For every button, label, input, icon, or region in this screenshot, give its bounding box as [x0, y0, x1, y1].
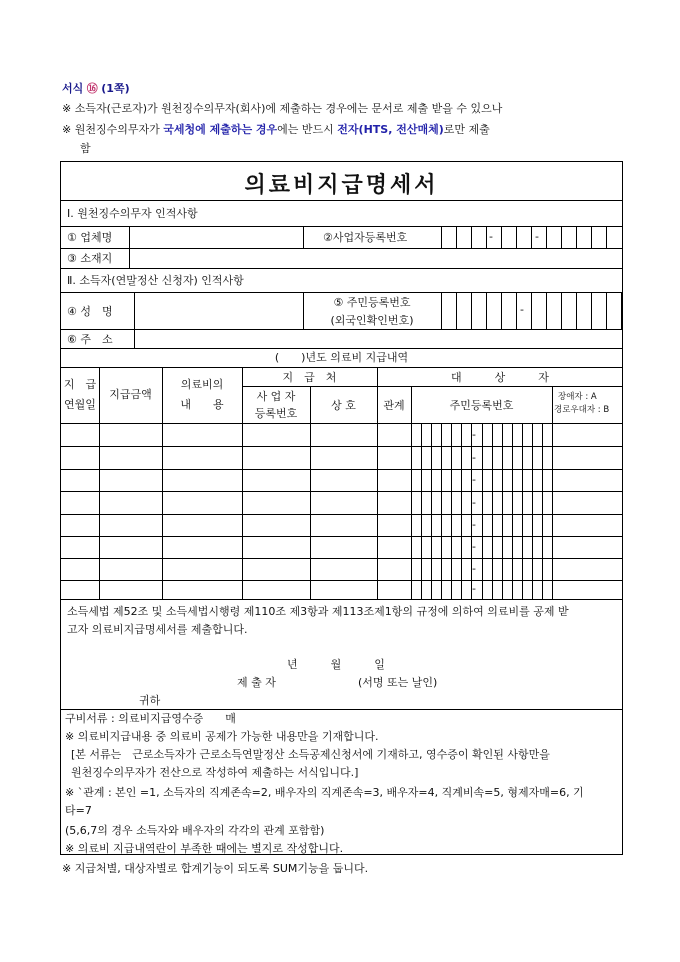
- header-note-2c: 에는 반드시: [277, 123, 334, 136]
- header-note-2d: 전자(HTS, 전산매체): [337, 123, 444, 136]
- rrn-label-2: (외국인확인번호): [330, 314, 414, 327]
- business-no-label: ②사업자등록번호: [323, 231, 408, 244]
- date-line: 년 월 일: [287, 658, 385, 671]
- header-note-2: [62, 121, 490, 137]
- name-field[interactable]: [135, 293, 302, 328]
- section-1-heading: Ⅰ. 원천징수의무자 인적사항: [67, 207, 198, 220]
- form-title: 의료비지급명세서: [244, 172, 439, 198]
- col-content-2: 내 용: [180, 398, 224, 411]
- col-payee: 지 급 처: [282, 371, 337, 384]
- addressee-label: 귀하: [139, 694, 161, 707]
- col-payee-bizno-1: 사 업 자: [256, 390, 296, 403]
- col-disabled: 장애자 : A: [558, 392, 597, 402]
- signature-label[interactable]: (서명 또는 날인): [358, 676, 438, 689]
- submitter-label: 제 출 자: [237, 676, 276, 689]
- col-content-1: 의료비의: [180, 378, 224, 391]
- company-name-label: ① 업체명: [67, 231, 113, 244]
- year-line: ( )년도 의료비 지급내역: [274, 351, 409, 364]
- form-page: (1쪽): [101, 82, 130, 95]
- col-payee-bizno-2: 등록번호: [254, 407, 298, 420]
- statement-line-1: 소득세법 제52조 및 소득세법시행령 제110조 제3항과 제113조제1항의 규정에 의하여 의료비를 공제 받: [67, 605, 569, 618]
- form-number-line: [62, 80, 130, 96]
- col-amount: 지급금액: [109, 388, 152, 401]
- medical-expense-form: 의료비지급명세서 Ⅰ. 원천징수의무자 인적사항 ① 업체명 ②사업자등록번호 - - ③ 소재지 Ⅱ. 소득자(연말정산 신청자) 인적사항 ④ 성 명 ⑤ 주민등록번호 (외국인확인번호) - ⑥ 주 소 ( )년도 의료비 지급내역 지 급 연월일 지급금액 의료비의 내 용 지 급 처 사 업 자 등록번호 상 호 대 상 자 관계 주민등록번호 장애자 : A 경로우대자 : B - - - - - - - - 소득세법 제52조 및 소득세법시행령 제110조 제3항과 제113조제1항의 규정에 의하여 의료비를 공제 받 고자 의료비지급명세서를 제출합니다. 년 월 일 제 출 자 (서명 또는 날인) 귀하 구비서류 : 의료비지급영수증 매 ※ 의료비지급내용 중 의료비 공제가 가능한 내용만을 기재합니다. [본 서류는 근로소득자가 근로소득연말정산 소득공제신청서에 기재하고, 영수증이 확인된 사항만을 원천징수의무자가 전산으로 작성하여 제출하는 서식입니다.] ※ `관계 : 본인 =1, 소득자의 직계존속=2, 배우자의 직계존속=3, 배우자=4, 직계비속=5, 형제자매=6, 기 타=7 (5,6,7의 경우 소득자와 배우자의 각각의 관계 포함함) ※ 의료비 지급내역란이 부족한 때에는 별지로 작성합니다.: [60, 161, 623, 855]
- col-pay-date-2: 연월일: [64, 398, 96, 411]
- note-a: ※ 의료비지급내용 중 의료비 공제가 가능한 내용만을 기재합니다.: [65, 730, 379, 743]
- form-label: 서식: [62, 82, 84, 95]
- section-2-heading: Ⅱ. 소득자(연말정산 신청자) 인적사항: [67, 274, 244, 287]
- note-b: [본 서류는 근로소득자가 근로소득연말정산 소득공제신청서에 기재하고, 영수증이 확인된 사항만을: [71, 748, 550, 761]
- footer-note: ※ 지급처별, 대상자별로 합계기능이 되도록 SUM기능을 둡니다.: [62, 862, 369, 875]
- statement-line-2: 고자 의료비지급명세서를 제출합니다.: [67, 623, 248, 636]
- col-elderly: 경로우대자 : B: [554, 405, 610, 415]
- note-e: 타=7: [65, 804, 92, 817]
- header-note-2a: ※ 원천징수의무자가: [62, 123, 160, 136]
- col-relation: 관계: [383, 399, 405, 412]
- rrn-label-1: ⑤ 주민등록번호: [333, 296, 411, 309]
- header-note-2f: 함: [80, 142, 91, 155]
- attachments-note: 구비서류 : 의료비지급영수증 매: [65, 712, 236, 725]
- col-target: 대 상 자: [451, 371, 549, 384]
- header-note-1: ※ 소득자(근로자)가 원천징수의무자(회사)에 제출하는 경우에는 문서로 제출 받을 수 있으나: [62, 102, 503, 115]
- col-payee-name: 상 호: [331, 399, 356, 412]
- address-label: ③ 소재지: [67, 252, 113, 265]
- note-g: ※ 의료비 지급내역란이 부족한 때에는 별지로 작성합니다.: [65, 842, 344, 855]
- note-c: 원천징수의무자가 전산으로 작성하여 제출하는 서식입니다.]: [71, 766, 359, 779]
- note-f: (5,6,7의 경우 소득자와 배우자의 각각의 관계 포함함): [65, 824, 325, 837]
- name-label: ④ 성 명: [67, 305, 113, 318]
- company-address-field[interactable]: [130, 249, 620, 267]
- header-note-2e: 로만 제출: [443, 123, 490, 136]
- home-address-label: ⑥ 주 소: [67, 333, 113, 346]
- col-target-rrn: 주민등록번호: [449, 399, 514, 412]
- header-note-2b: 국세청에 제출하는 경우: [163, 123, 278, 136]
- col-pay-date-1: 지 급: [63, 378, 97, 391]
- note-d: ※ `관계 : 본인 =1, 소득자의 직계존속=2, 배우자의 직계존속=3, 배우자=4, 직계비속=5, 형제자매=6, 기: [65, 786, 584, 799]
- company-name-field[interactable]: [130, 227, 302, 247]
- form-number: ⑯: [86, 82, 98, 95]
- home-address-field[interactable]: [135, 330, 620, 347]
